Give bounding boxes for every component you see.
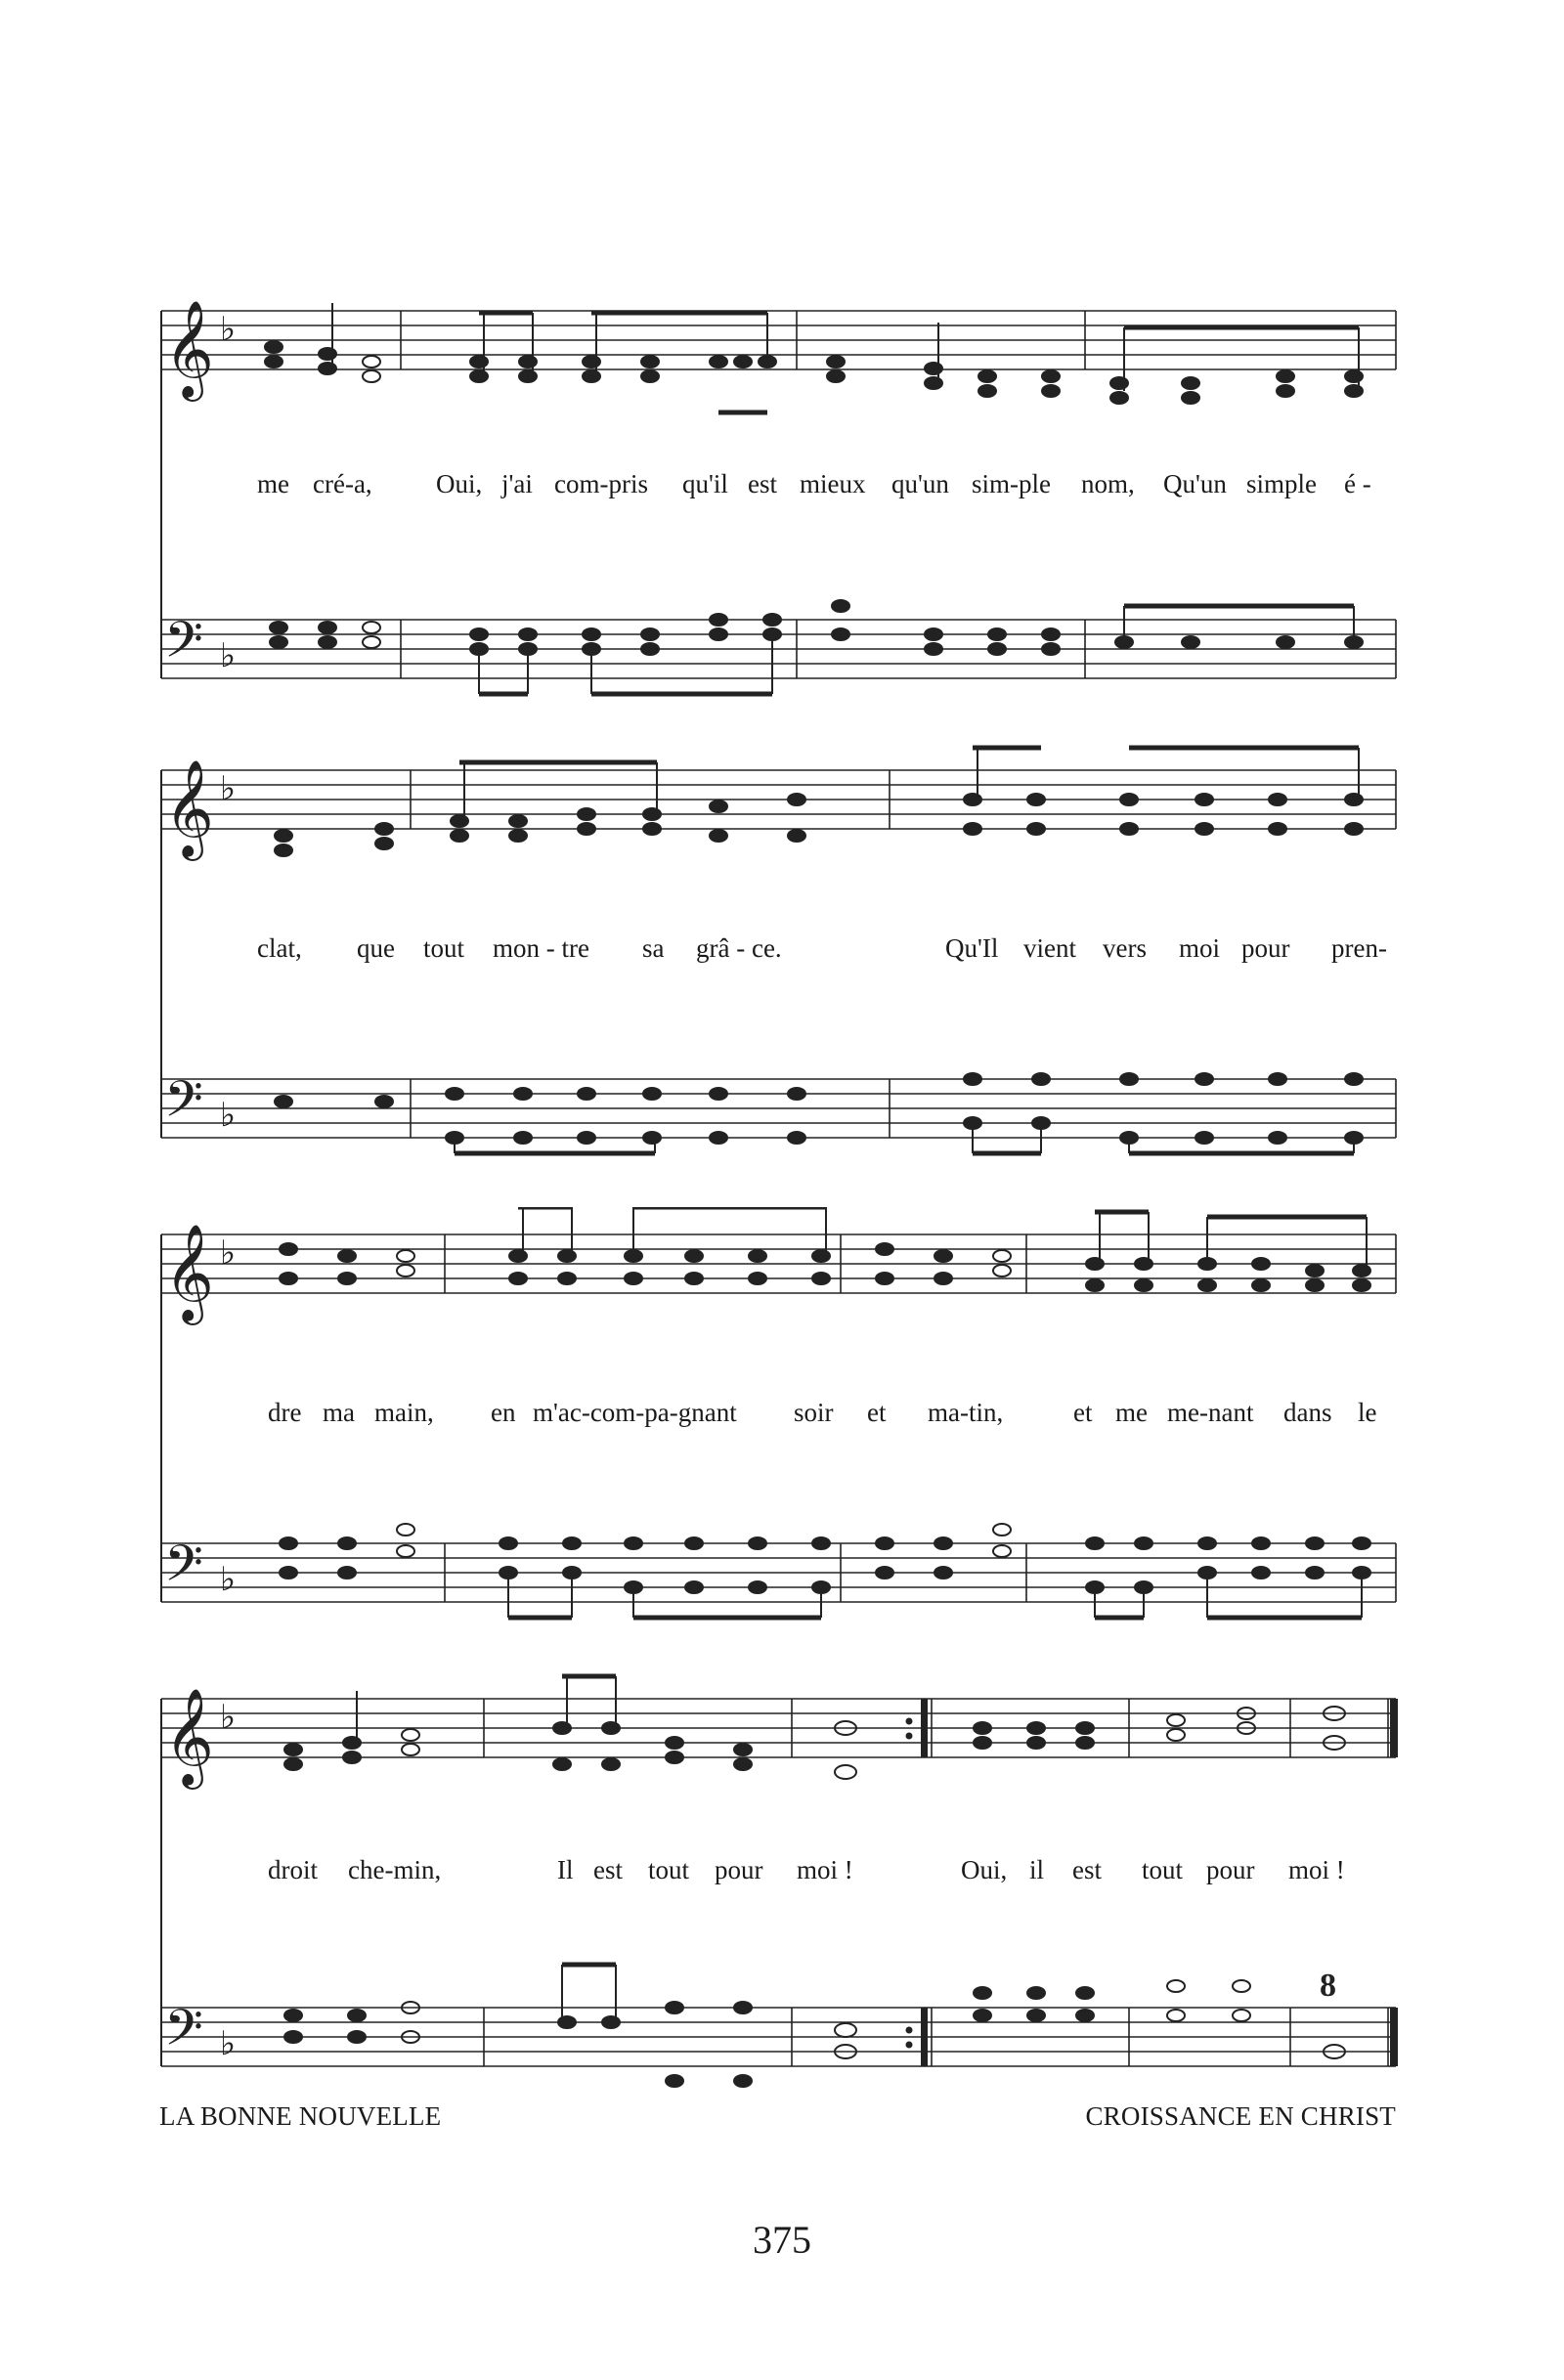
system-2 (0, 743, 1564, 1173)
lyric-syllable: est (748, 469, 777, 498)
lyric-syllable: soir (794, 1398, 834, 1427)
lyric-syllable: é - (1344, 469, 1371, 498)
flat-icon: ♭ (220, 636, 237, 675)
treble-clef-icon: 𝄞 (164, 1224, 214, 1321)
lyric-syllable: com-pris (554, 469, 648, 498)
lyric-syllable: Qu'Il (945, 933, 999, 963)
lyrics-line-4 (0, 1855, 1564, 1904)
bass-clef-icon: 𝄢 (164, 1534, 203, 1605)
lyric-syllable: pour (1206, 1855, 1255, 1884)
lyric-syllable: moi ! (1288, 1855, 1345, 1884)
lyric-syllable: sa (642, 933, 665, 963)
lyric-syllable: est (1072, 1855, 1102, 1884)
fingering-mark: 8 (1320, 1968, 1336, 2004)
lyric-syllable: mieux (800, 469, 866, 498)
flat-icon: ♭ (220, 1233, 237, 1273)
lyric-syllable: j'ai (501, 469, 533, 498)
lyric-syllable: dans (1283, 1398, 1332, 1427)
lyric-syllable: que (357, 933, 395, 963)
lyric-syllable: il (1029, 1855, 1045, 1884)
lyric-syllable: m'ac-com-pa-gnant (533, 1398, 737, 1427)
lyric-syllable: cré-a, (313, 469, 372, 498)
footer-right-title: CROISSANCE EN CHRIST (1085, 2101, 1396, 2131)
system-3 (0, 1207, 1564, 1637)
lyric-syllable: moi (1179, 933, 1221, 963)
flat-icon: ♭ (220, 2024, 237, 2063)
footer-left-title: LA BONNE NOUVELLE (159, 2101, 442, 2131)
lyric-syllable: qu'un (891, 469, 949, 498)
bass-clef-icon: 𝄢 (164, 1069, 203, 1141)
lyric-syllable: me (1115, 1398, 1148, 1427)
lyric-syllable: tout (1142, 1855, 1184, 1884)
treble-clef-icon: 𝄞 (164, 759, 214, 857)
lyric-syllable: Il (557, 1855, 574, 1884)
lyric-syllable: pour (1241, 933, 1290, 963)
lyric-syllable: mon - tre (493, 933, 589, 963)
lyric-syllable: en (491, 1398, 516, 1427)
treble-clef-icon: 𝄞 (164, 1688, 214, 1786)
lyric-syllable: che-min, (348, 1855, 442, 1884)
lyric-syllable: main, (374, 1398, 434, 1427)
lyric-syllable: ma-tin, (928, 1398, 1004, 1427)
flat-icon: ♭ (220, 310, 237, 349)
lyric-syllable: qu'il (682, 469, 728, 498)
treble-clef-icon: 𝄞 (164, 300, 214, 398)
bass-notes (270, 600, 1363, 694)
lyrics-line-3 (0, 1398, 1564, 1447)
flat-icon: ♭ (220, 1560, 237, 1599)
bass-clef-icon: 𝄢 (164, 610, 203, 681)
lyric-syllable: sim-ple (972, 469, 1051, 498)
lyric-syllable: vers (1103, 933, 1147, 963)
bass-notes (275, 1073, 1363, 1153)
bass-clef-icon: 𝄢 (164, 1998, 203, 2069)
lyric-syllable: Oui, (436, 469, 483, 498)
lyric-syllable: me (257, 469, 289, 498)
system-4 (0, 1671, 1564, 2101)
treble-notes (265, 303, 1363, 412)
flat-icon: ♭ (220, 1096, 237, 1135)
lyric-syllable: Oui, (961, 1855, 1008, 1884)
lyric-syllable: ma (323, 1398, 355, 1427)
lyrics-line-2 (0, 933, 1564, 982)
lyric-syllable: est (593, 1855, 623, 1884)
lyric-syllable: me-nant (1167, 1398, 1254, 1427)
page-number: 375 (753, 2218, 811, 2262)
system-1 (0, 283, 1564, 714)
bass-notes (280, 1524, 1370, 1618)
lyric-syllable: pour (715, 1855, 763, 1884)
treble-notes (275, 748, 1363, 856)
lyric-syllable: tout (648, 1855, 690, 1884)
lyric-syllable: et (867, 1398, 887, 1427)
lyric-syllable: clat, (257, 933, 302, 963)
bass-notes (284, 1965, 1345, 2087)
lyric-syllable: dre (268, 1398, 302, 1427)
lyric-syllable: moi ! (797, 1855, 853, 1884)
lyric-syllable: pren- (1331, 933, 1387, 963)
lyric-syllable: tout (423, 933, 465, 963)
lyrics-line-1 (0, 469, 1564, 518)
lyric-syllable: le (1358, 1398, 1377, 1427)
lyric-syllable: vient (1023, 933, 1076, 963)
flat-icon: ♭ (220, 1698, 237, 1737)
lyric-syllable: et (1073, 1398, 1093, 1427)
lyric-syllable: droit (268, 1855, 318, 1884)
lyric-syllable: Qu'un (1163, 469, 1227, 498)
flat-icon: ♭ (220, 769, 237, 808)
lyric-syllable: nom, (1081, 469, 1135, 498)
lyric-syllable: grâ - ce. (696, 933, 782, 963)
lyric-syllable: simple (1246, 469, 1317, 498)
